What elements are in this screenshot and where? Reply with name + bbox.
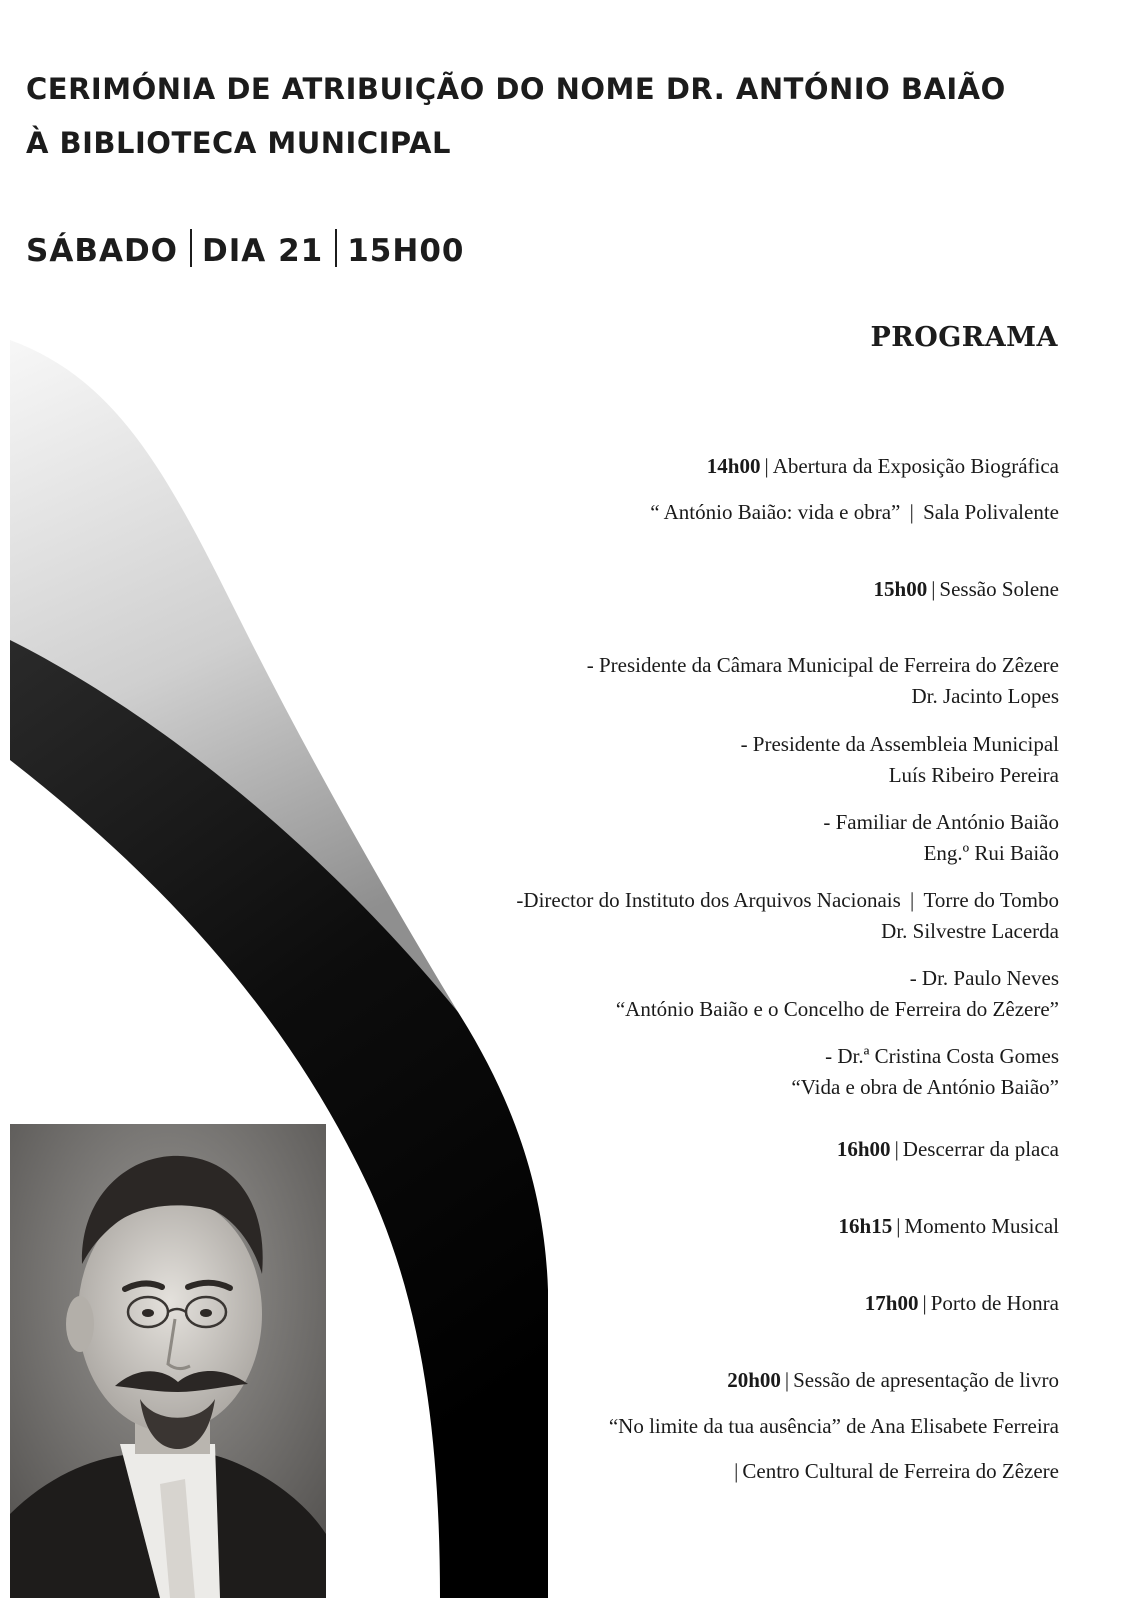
speaker-1 (359, 650, 1059, 712)
entry-time: 16h15 (838, 1214, 893, 1238)
speaker-name: Dr. Silvestre Lacerda (881, 919, 1059, 943)
event-day: SÁBADO (26, 233, 179, 269)
entry-text: Abertura da Exposição Biográfica (772, 454, 1059, 478)
speaker-6 (359, 1041, 1059, 1103)
program-entry-5: 17h00 | Porto de Honra (864, 1291, 1059, 1315)
program-entry-6-sub (359, 1411, 1059, 1442)
speaker-talk: “António Baião e o Concelho de Ferreira do Zêzere” (615, 997, 1059, 1021)
speaker-role: - Dr. Paulo Neves (909, 966, 1059, 990)
title-line-1: CERIMÓNIA DE ATRIBUIÇÃO DO NOME DR. ANTÓNIO BAIÃO (26, 72, 1006, 106)
entry-time: 20h00 (727, 1368, 781, 1392)
program-entry-2: 15h00 | Sessão Solene (873, 577, 1059, 601)
entry-text: Momento Musical (904, 1214, 1059, 1238)
entry-text: Porto de Honra (930, 1291, 1059, 1315)
entry-place: Sala Polivalente (923, 500, 1059, 524)
entry-time: 15h00 (873, 577, 928, 601)
speaker-5 (359, 963, 1059, 1025)
speaker-role: -Director do Instituto dos Arquivos Nacionais (516, 888, 901, 912)
speaker-role: - Presidente da Câmara Municipal de Ferreira do Zêzere (586, 653, 1059, 677)
title-line-2: À BIBLIOTECA MUNICIPAL (26, 126, 451, 160)
separator-bar (190, 229, 192, 267)
entry-text: Descerrar da placa (902, 1137, 1059, 1161)
entry-subtitle: “No limite da tua ausência” de Ana Elisabete Ferreira (608, 1414, 1059, 1438)
entry-text: Sessão Solene (939, 577, 1059, 601)
speaker-role: - Familiar de António Baião (823, 810, 1059, 834)
entry-time: 14h00 (706, 454, 761, 478)
program-entry-1-sub: “ António Baião: vida e obra” | Sala Polivalente (650, 500, 1059, 524)
separator-bar (335, 229, 337, 267)
event-date: DIA 21 (202, 233, 324, 269)
speaker-name: Dr. Jacinto Lopes (911, 684, 1059, 708)
program-entry-3: 16h00 | Descerrar da placa (836, 1137, 1059, 1161)
event-date-line (26, 229, 464, 273)
speaker-name: Luís Ribeiro Pereira (888, 763, 1059, 787)
speaker-3 (359, 807, 1059, 869)
event-time: 15H00 (347, 233, 465, 269)
speaker-name: Eng.º Rui Baião (923, 841, 1059, 865)
program-entry-1: 14h00 | Abertura da Exposição Biográfica (706, 454, 1059, 478)
entry-text: Sessão de apresentação de livro (793, 1368, 1059, 1392)
event-title (26, 62, 1106, 170)
speaker-4: -Director do Instituto dos Arquivos Nacionais | Torre do Tombo Dr. Silvestre Lacerda (359, 885, 1059, 947)
program-entry-4: 16h15 | Momento Musical (838, 1214, 1059, 1238)
entry-subtitle: “ António Baião: vida e obra” (650, 500, 901, 524)
entry-time: 17h00 (864, 1291, 919, 1315)
portrait-photo (10, 1124, 326, 1598)
speaker-talk: “Vida e obra de António Baião” (791, 1075, 1059, 1099)
program-entry-6-place: | Centro Cultural de Ferreira do Zêzere (734, 1459, 1059, 1483)
speaker-role: - Presidente da Assembleia Municipal (740, 732, 1059, 756)
entry-place: Centro Cultural de Ferreira do Zêzere (742, 1459, 1059, 1483)
programa-heading: PROGRAMA (870, 322, 1058, 353)
speaker-role-b: Torre do Tombo (923, 888, 1059, 912)
entry-time: 16h00 (836, 1137, 891, 1161)
speaker-role: - Dr.ª Cristina Costa Gomes (825, 1044, 1059, 1068)
program-entry-6: 20h00 | Sessão de apresentação de livro (727, 1368, 1059, 1392)
speaker-2 (359, 729, 1059, 791)
